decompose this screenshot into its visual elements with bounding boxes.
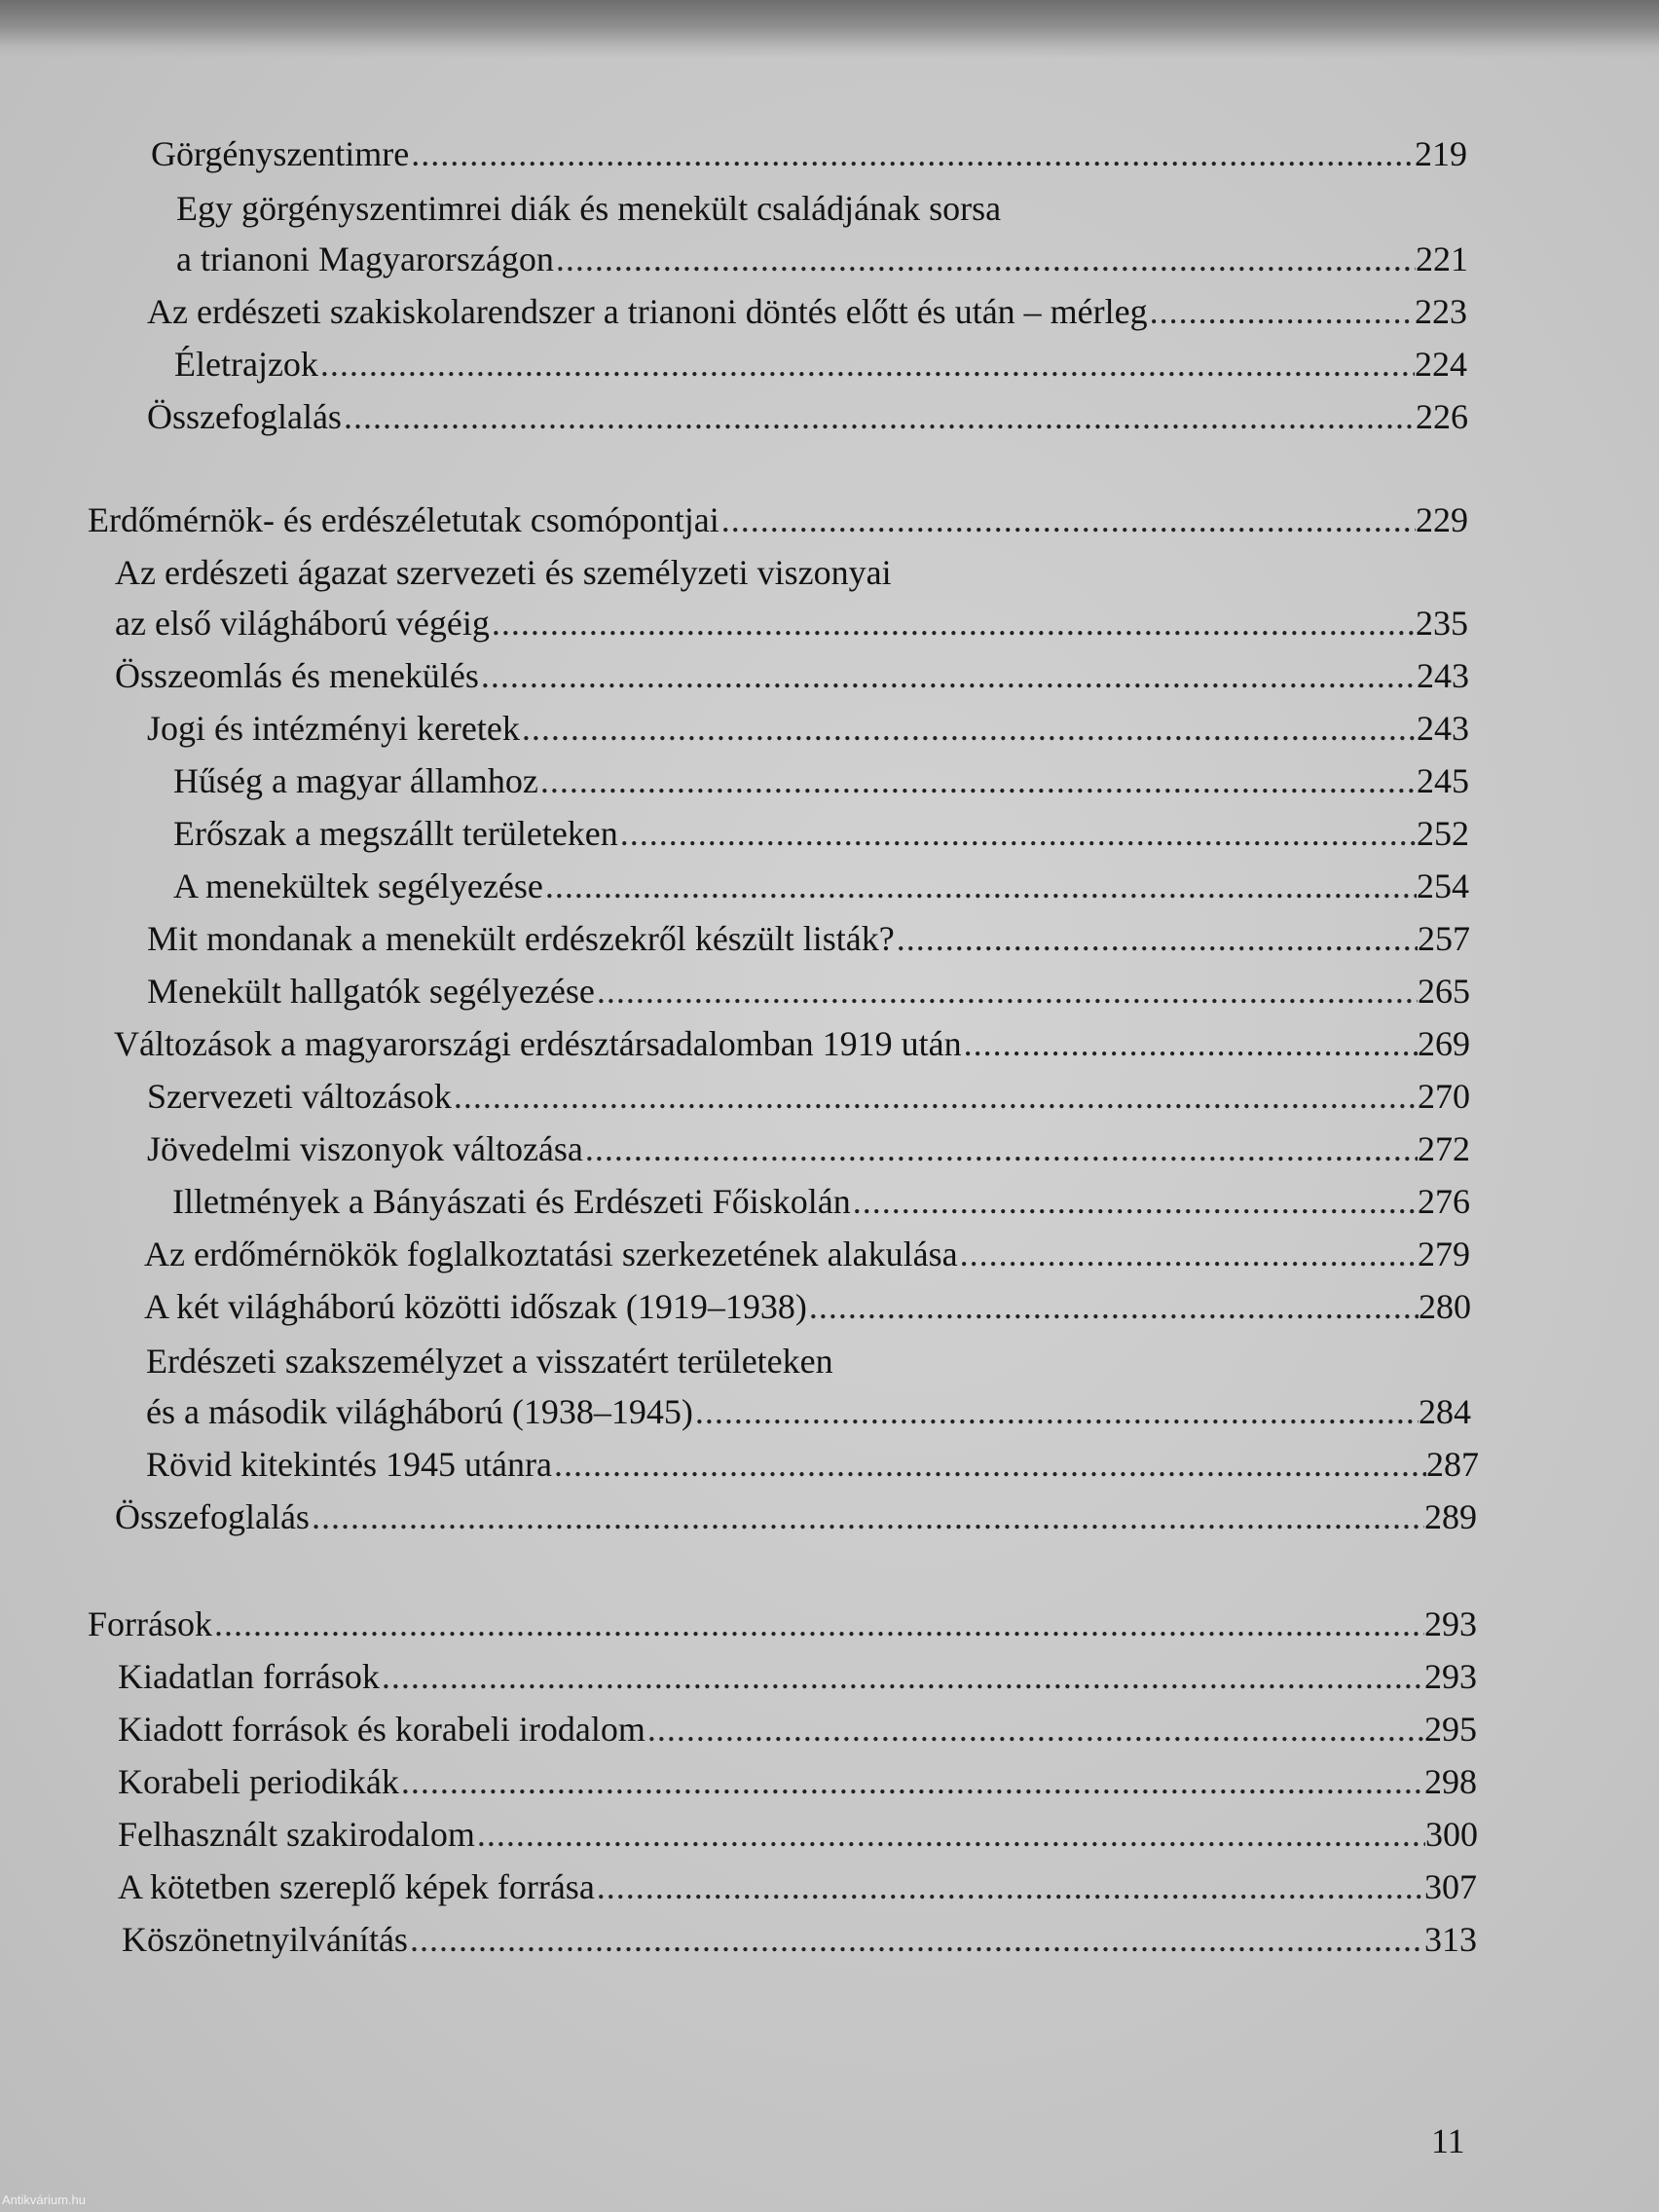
toc-entry-title: Jövedelmi viszonyok változása: [147, 1129, 583, 1168]
toc-entry: [176, 236, 1468, 282]
toc-entry: [115, 1493, 1477, 1540]
toc-leader-dots: [583, 1125, 1418, 1172]
toc-leader-dots: [1148, 288, 1415, 335]
toc-entry: [174, 341, 1467, 387]
toc-entry-page: 257: [1418, 919, 1470, 958]
toc-entry-page: 252: [1417, 814, 1469, 853]
toc-leader-dots: [719, 497, 1416, 543]
toc-entry: [118, 1863, 1477, 1910]
toc-leader-dots: [342, 393, 1416, 440]
toc-entry: [147, 1073, 1470, 1120]
toc-entry: [114, 1020, 1470, 1067]
toc-leader-dots: [538, 757, 1417, 804]
toc-leader-dots: [318, 341, 1415, 387]
toc-entry-page: 293: [1424, 1604, 1477, 1643]
toc-leader-dots: [895, 915, 1418, 962]
toc-leader-dots: [475, 1811, 1425, 1858]
toc-leader-dots: [693, 1388, 1419, 1435]
toc-entry: [122, 1916, 1477, 1963]
toc-entry: [147, 288, 1467, 335]
toc-leader-dots: [807, 1283, 1419, 1330]
toc-entry-page: 293: [1424, 1657, 1477, 1696]
toc-leader-dots: [958, 1231, 1418, 1277]
toc-entry-title: Változások a magyarországi erdésztársadalomban 1919 után: [114, 1024, 962, 1063]
toc-entry: [144, 1231, 1470, 1277]
toc-entry: [173, 757, 1469, 804]
toc-entry-page: 219: [1415, 134, 1467, 173]
toc-entry: [147, 968, 1470, 1014]
toc-entry: [151, 130, 1467, 177]
toc-entry: [147, 393, 1468, 440]
toc-entry: [172, 1178, 1470, 1225]
toc-entry: [176, 185, 1150, 232]
toc-entry: [88, 1601, 1477, 1647]
toc-entry-title: Kiadatlan források: [118, 1657, 380, 1696]
toc-leader-dots: [399, 1758, 1424, 1805]
toc-entry-title: Erdőmérnök- és erdészéletutak csomópontjai: [88, 500, 719, 539]
toc-entry-title: Felhasznált szakirodalom: [118, 1815, 475, 1854]
toc-leader-dots: [645, 1706, 1424, 1752]
toc-entry-title: a trianoni Magyarországon: [176, 240, 554, 278]
toc-leader-dots: [212, 1601, 1424, 1647]
toc-entry-page: 265: [1418, 972, 1470, 1011]
toc-entry-title: Az erdészeti szakiskolarendszer a trianoni döntés előtt és után – mérleg: [147, 292, 1148, 331]
toc-entry-title: A kötetben szereplő képek forrása: [118, 1867, 595, 1906]
toc-entry-title: Menekült hallgatók segélyezése: [147, 972, 595, 1011]
toc-entry: [88, 497, 1468, 543]
toc-entry-page: 279: [1418, 1235, 1470, 1273]
toc-leader-dots: [380, 1653, 1424, 1700]
toc-entry-title: Mit mondanak a menekült erdészekről készült listák?: [147, 919, 895, 958]
toc-leader-dots: [543, 863, 1417, 909]
toc-entry: [146, 1338, 1120, 1384]
toc-entry-title: az első világháború végéig: [115, 604, 490, 643]
toc-leader-dots: [452, 1073, 1418, 1120]
toc-entry-title: A két világháború közötti időszak (1919–1938): [144, 1287, 807, 1326]
toc-entry-title: Összefoglalás: [147, 397, 342, 436]
toc-entry-page: 269: [1418, 1024, 1470, 1063]
toc-entry-page: 245: [1417, 761, 1469, 800]
page-number: 11: [1431, 2121, 1465, 2160]
toc-entry: [146, 1441, 1479, 1488]
toc-leader-dots: [618, 810, 1417, 857]
toc-entry-title: Hűség a magyar államhoz: [173, 761, 538, 800]
toc-entry-page: 221: [1416, 240, 1468, 278]
toc-entry: [115, 549, 1088, 596]
toc-entry: [146, 1388, 1471, 1435]
toc-leader-dots: [408, 1916, 1424, 1963]
toc-entry-page: 224: [1415, 345, 1467, 384]
toc-entry-title: Összeomlás és menekülés: [115, 656, 479, 695]
toc-entry-page: 295: [1424, 1710, 1477, 1749]
toc-entry-title: Jogi és intézményi keretek: [147, 709, 520, 748]
toc-entry-title: Erdészeti szakszemélyzet a visszatért területeken: [146, 1342, 833, 1381]
toc-leader-dots: [490, 600, 1416, 646]
toc-leader-dots: [409, 130, 1415, 177]
toc-entry-page: 223: [1415, 292, 1467, 331]
toc-entry: [147, 1125, 1470, 1172]
toc-entry-title: Az erdészeti ágazat szervezeti és személyzeti viszonyai: [115, 553, 892, 592]
toc-entry-title: Szervezeti változások: [147, 1077, 452, 1116]
toc-entry-title: Az erdőmérnökök foglalkoztatási szerkezetének alakulása: [144, 1235, 958, 1273]
toc-leader-dots: [520, 705, 1417, 752]
toc-entry-page: 243: [1417, 709, 1469, 748]
toc-entry-page: 287: [1426, 1445, 1479, 1484]
toc-entry: [115, 600, 1468, 646]
toc-entry-page: 254: [1417, 866, 1469, 905]
toc-leader-dots: [554, 236, 1416, 282]
toc-entry-page: 313: [1424, 1920, 1477, 1959]
toc-entry-title: Illetmények a Bányászati és Erdészeti Főiskolán: [172, 1182, 851, 1221]
toc-entry-page: 235: [1416, 604, 1468, 643]
toc-leader-dots: [479, 652, 1417, 699]
toc-entry-title: Erőszak a megszállt területeken: [173, 814, 618, 853]
toc-leader-dots: [962, 1020, 1418, 1067]
toc-entry-title: Rövid kitekintés 1945 utánra: [146, 1445, 552, 1484]
toc-entry-page: 226: [1416, 397, 1468, 436]
toc-entry: [118, 1811, 1478, 1858]
toc-entry: [115, 652, 1469, 699]
toc-entry-title: Köszönetnyilvánítás: [122, 1920, 408, 1959]
toc-entry-title: A menekültek segélyezése: [173, 866, 543, 905]
toc-entry-title: Egy görgényszentimrei diák és menekült családjának sorsa: [176, 189, 1002, 228]
toc-entry: [118, 1758, 1477, 1805]
toc-entry-title: Korabeli periodikák: [118, 1762, 399, 1801]
toc-entry-page: 243: [1417, 656, 1469, 695]
toc-entry-title: Életrajzok: [174, 345, 318, 384]
toc-entry-title: Görgényszentimre: [151, 134, 410, 173]
toc-entry-page: 298: [1424, 1762, 1477, 1801]
toc-entry-page: 270: [1418, 1077, 1470, 1116]
toc-entry-page: 272: [1418, 1129, 1470, 1168]
toc-entry-page: 289: [1424, 1497, 1477, 1536]
toc-entry-page: 307: [1424, 1867, 1477, 1906]
toc-entry-title: Összefoglalás: [115, 1497, 310, 1536]
toc-entry-title: és a második világháború (1938–1945): [146, 1392, 693, 1431]
toc-entry-page: 300: [1425, 1815, 1478, 1854]
toc-entry-page: 229: [1416, 500, 1468, 539]
toc-entry-page: 280: [1419, 1287, 1471, 1326]
toc-entry-title: Kiadott források és korabeli irodalom: [118, 1710, 645, 1749]
toc-entry: [147, 915, 1470, 962]
toc-entry: [118, 1706, 1477, 1752]
toc-leader-dots: [552, 1441, 1426, 1488]
watermark: Antikvárium.hu: [2, 2193, 86, 2207]
toc-entry: [173, 863, 1469, 909]
toc-entry-title: Források: [88, 1604, 212, 1643]
toc-entry-page: 276: [1418, 1182, 1470, 1221]
toc-leader-dots: [851, 1178, 1418, 1225]
toc-entry: [144, 1283, 1471, 1330]
toc-leader-dots: [310, 1493, 1424, 1540]
toc-leader-dots: [595, 968, 1418, 1014]
toc-entry: [118, 1653, 1477, 1700]
toc-leader-dots: [595, 1863, 1424, 1910]
toc-entry-page: 284: [1419, 1392, 1471, 1431]
toc-entry: [147, 705, 1469, 752]
toc-entry: [173, 810, 1469, 857]
